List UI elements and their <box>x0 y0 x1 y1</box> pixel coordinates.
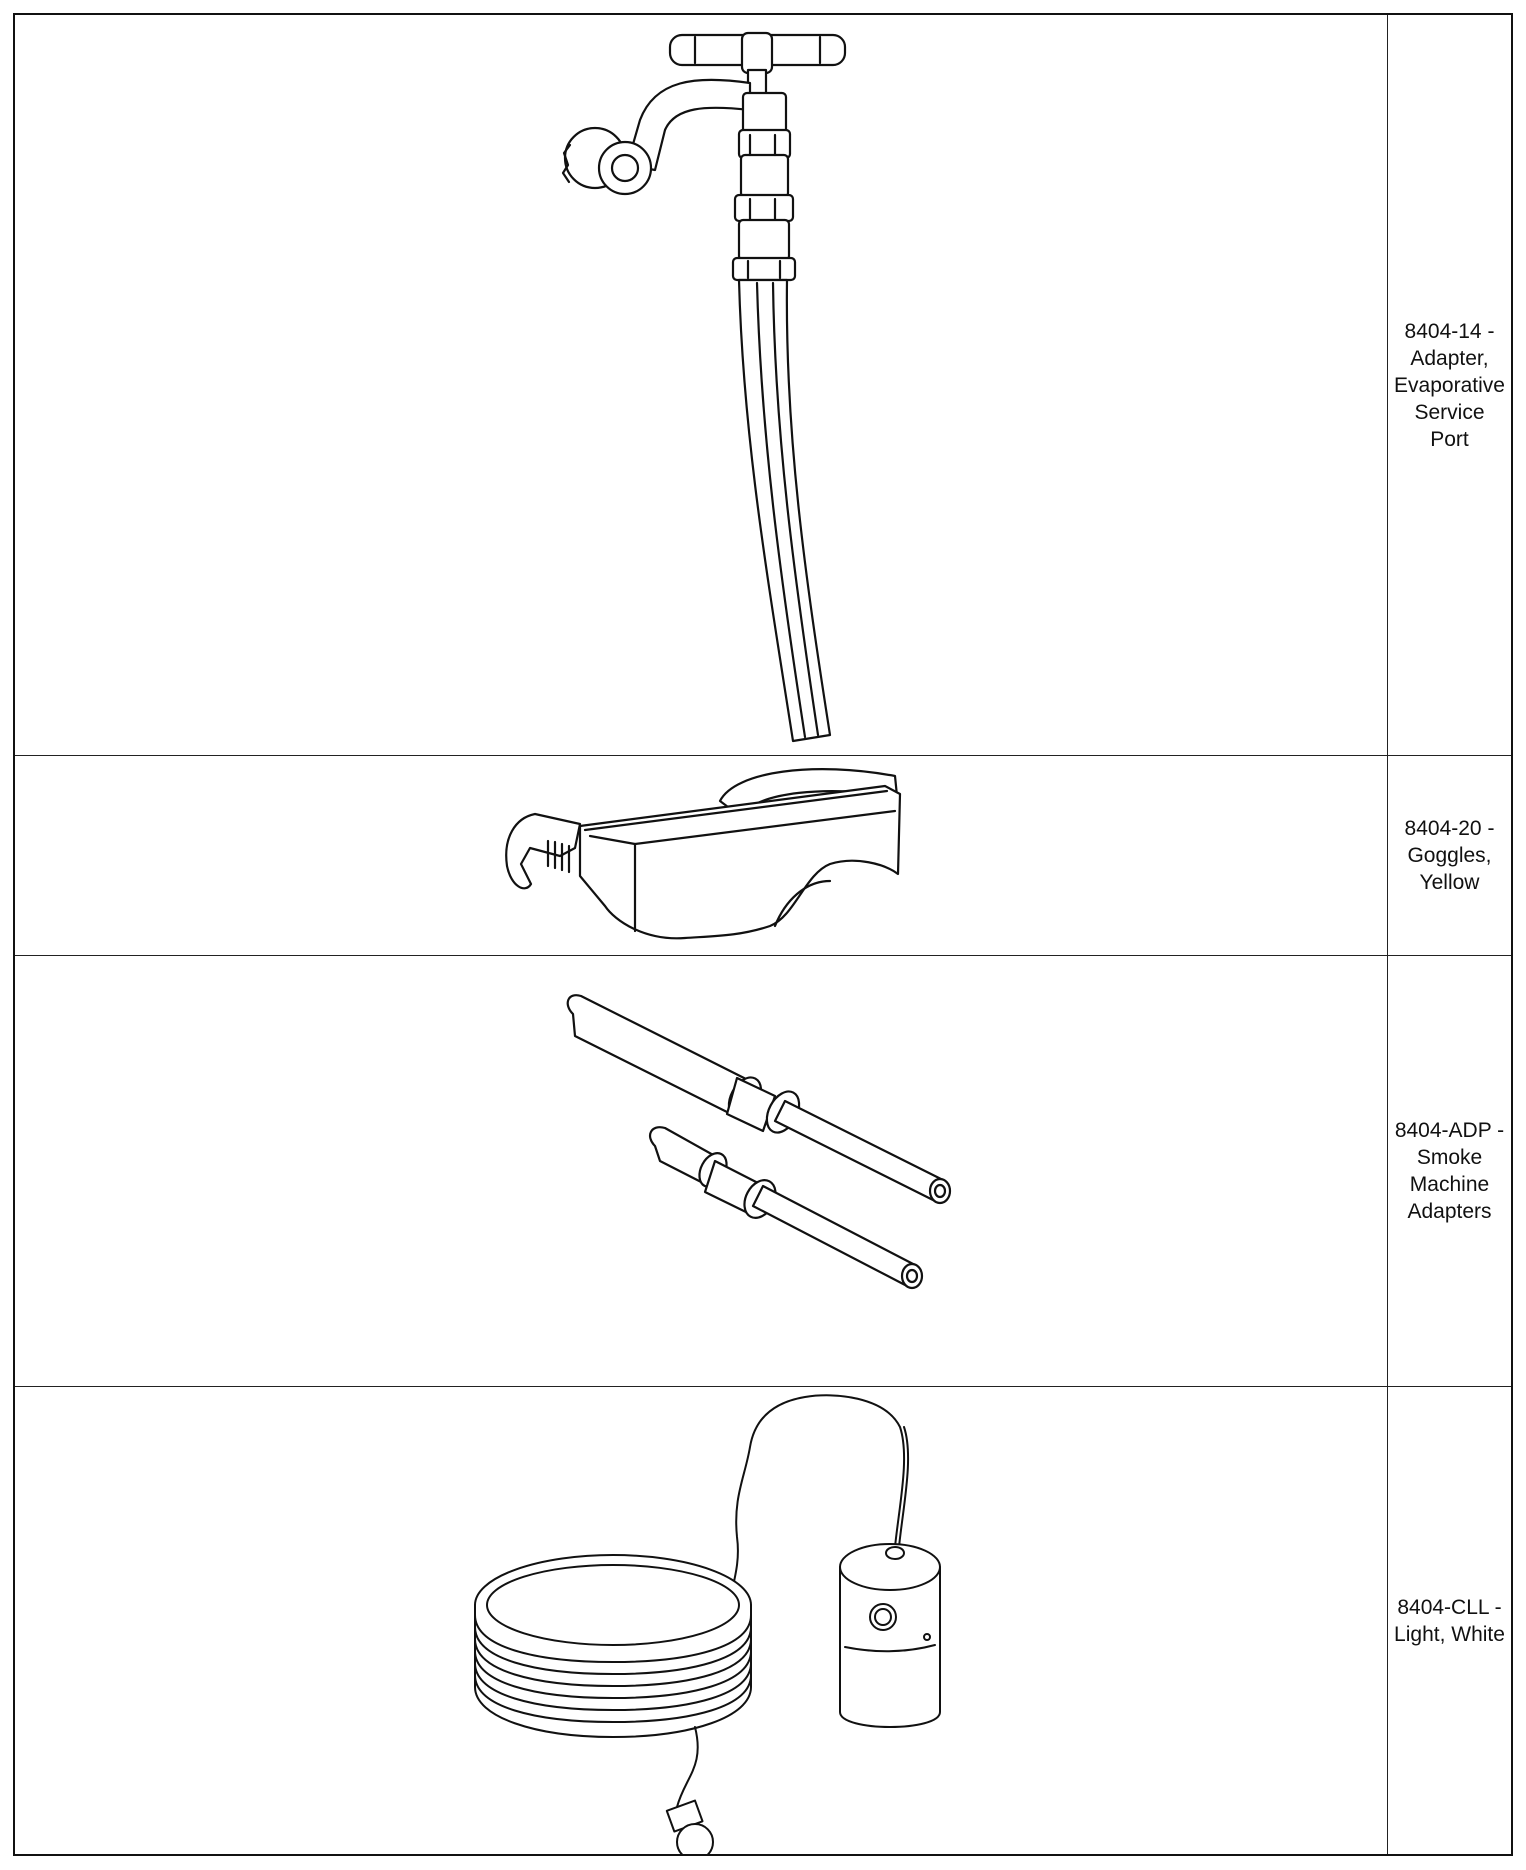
light-illustration <box>15 1387 1388 1854</box>
tool-illustration-cell-3 <box>15 956 1388 1387</box>
tool-label-cell-1 <box>1388 15 1511 756</box>
tool-label: 8404-ADP - Smoke Machine Adapters <box>1394 1119 1505 1223</box>
tool-label-cell-3 <box>1388 956 1511 1387</box>
tool-label: 8404-14 - Adapter, Evaporative Service Port <box>1394 319 1505 451</box>
special-tools-table <box>13 13 1513 1856</box>
tool-label-cell-2 <box>1388 756 1511 956</box>
goggles-illustration <box>15 756 1388 956</box>
tool-label: 8404-CLL - Light, White <box>1394 1595 1505 1646</box>
tool-illustration-cell-1 <box>15 15 1388 756</box>
evaporative-service-port-adapter-illustration <box>15 15 1388 756</box>
tool-label: 8404-20 - Goggles, Yellow <box>1404 817 1495 894</box>
smoke-machine-adapters-illustration <box>15 956 1388 1387</box>
tool-illustration-cell-2 <box>15 756 1388 956</box>
tool-illustration-cell-4 <box>15 1387 1388 1854</box>
tool-label-cell-4 <box>1388 1387 1511 1854</box>
